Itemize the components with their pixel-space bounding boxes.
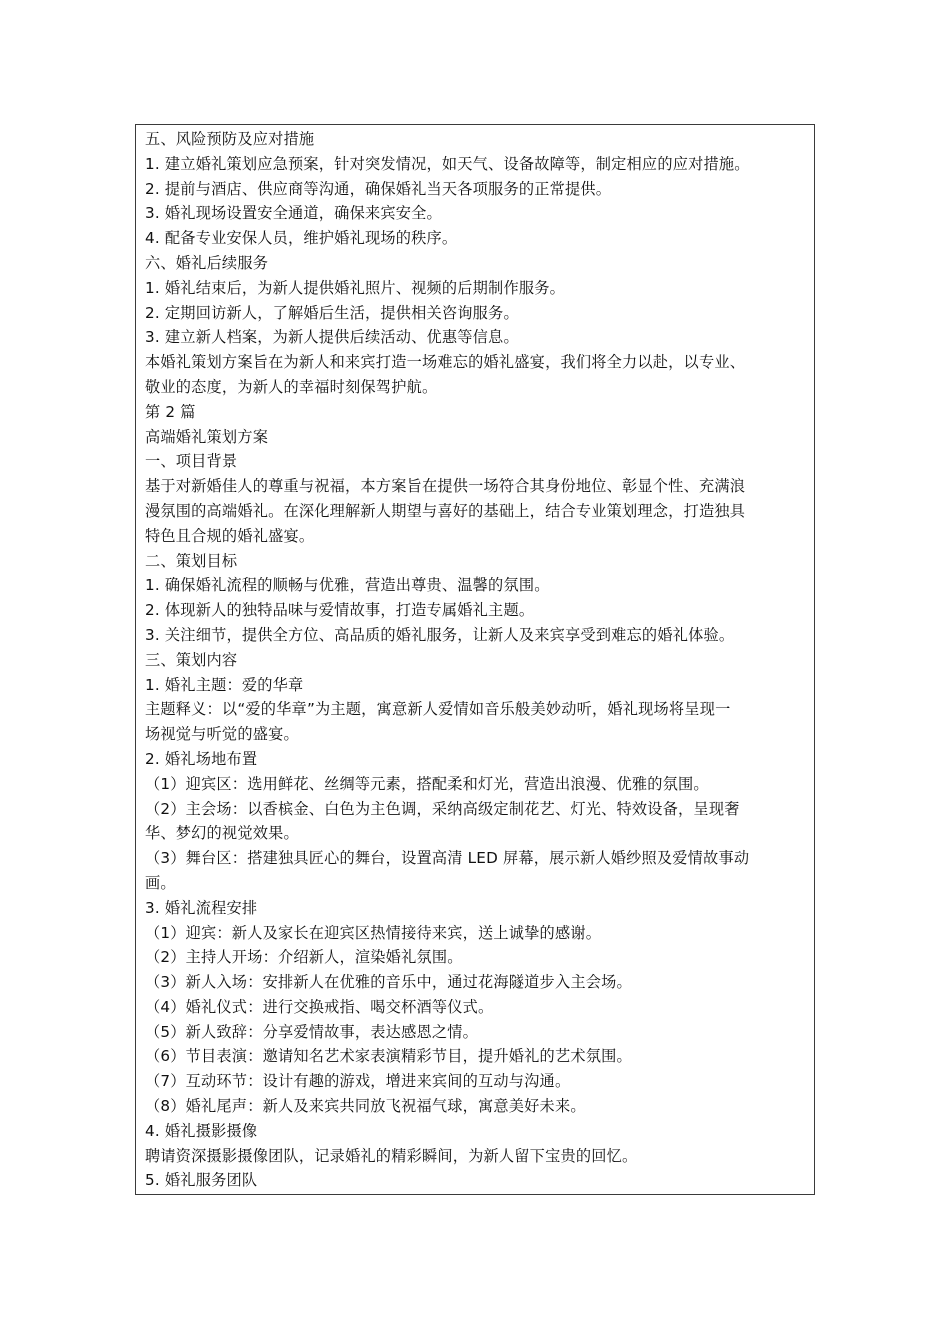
text-line: 漫氛围的高端婚礼。在深化理解新人期望与喜好的基础上，结合专业策划理念，打造独具: [145, 501, 746, 520]
text-line: 高端婚礼策划方案: [145, 427, 269, 446]
text-line: 华、梦幻的视觉效果。: [145, 824, 299, 843]
document-body: [145, 127, 813, 1193]
text-line: 4. 婚礼摄影摄像: [145, 1121, 258, 1140]
text-line: 1. 婚礼主题：爱的华章: [145, 675, 304, 694]
text-line: 2. 体现新人的独特品味与爱情故事，打造专属婚礼主题。: [145, 601, 535, 620]
text-line: 1. 建立婚礼策划应急预案，针对突发情况，如天气、设备故障等，制定相应的应对措施。: [145, 154, 750, 173]
text-line: 3. 关注细节，提供全方位、高品质的婚礼服务，让新人及来宾享受到难忘的婚礼体验。: [145, 625, 735, 644]
text-line: （7）互动环节：设计有趣的游戏，增进来宾间的互动与沟通。: [145, 1072, 571, 1091]
text-line: 聘请资深摄影摄像团队，记录婚礼的精彩瞬间，为新人留下宝贵的回忆。: [145, 1146, 638, 1165]
text-line: 主题释义：以“爱的华章”为主题，寓意新人爱情如音乐般美妙动听，婚礼现场将呈现一: [145, 700, 731, 719]
text-line: （6）节目表演：邀请知名艺术家表演精彩节目，提升婚礼的艺术氛围。: [145, 1047, 632, 1066]
text-line: 本婚礼策划方案旨在为新人和来宾打造一场难忘的婚礼盛宴，我们将全力以赴，以专业、: [145, 353, 746, 372]
text-line: 2. 提前与酒店、供应商等沟通，确保婚礼当天各项服务的正常提供。: [145, 179, 612, 198]
text-line: 1. 确保婚礼流程的顺畅与优雅，营造出尊贵、温馨的氛围。: [145, 576, 550, 595]
text-line: 基于对新婚佳人的尊重与祝福，本方案旨在提供一场符合其身份地位、彰显个性、充满浪: [145, 477, 746, 496]
text-line: 3. 建立新人档案，为新人提供后续活动、优惠等信息。: [145, 328, 519, 347]
text-line: 三、策划内容: [145, 650, 238, 669]
text-line: 六、婚礼后续服务: [145, 253, 269, 272]
text-line: 场视觉与听觉的盛宴。: [145, 725, 299, 744]
text-line: 4. 配备专业安保人员，维护婚礼现场的秩序。: [145, 229, 458, 248]
text-line: 3. 婚礼现场设置安全通道，确保来宾安全。: [145, 204, 442, 223]
text-line: （3）新人入场：安排新人在优雅的音乐中，通过花海隧道步入主会场。: [145, 973, 632, 992]
text-line: （4）婚礼仪式：进行交换戒指、喝交杯酒等仪式。: [145, 997, 494, 1016]
text-line: 特色且合规的婚礼盛宴。: [145, 526, 315, 545]
text-line: 一、项目背景: [145, 452, 238, 471]
text-line: 五、风险预防及应对措施: [145, 130, 315, 148]
text-line: 二、策划目标: [145, 551, 238, 570]
text-line: 2. 定期回访新人，了解婚后生活，提供相关咨询服务。: [145, 303, 519, 322]
text-line: （3）舞台区：搭建独具匠心的舞台，设置高清 LED 屏幕，展示新人婚纱照及爱情故事动: [145, 849, 750, 868]
text-line: （2）主会场：以香槟金、白色为主色调，采纳高级定制花艺、灯光、特效设备，呈现奢: [145, 799, 740, 818]
text-line: （5）新人致辞：分享爱情故事，表达感恩之情。: [145, 1022, 479, 1041]
text-line: 敬业的态度，为新人的幸福时刻保驾护航。: [145, 377, 438, 396]
text-line: 第 2 篇: [145, 402, 196, 421]
text-line: （2）主持人开场：介绍新人，渲染婚礼氛围。: [145, 948, 463, 967]
text-line: 3. 婚礼流程安排: [145, 898, 258, 917]
text-line: 2. 婚礼场地布置: [145, 749, 258, 768]
text-line: 5. 婚礼服务团队: [145, 1171, 258, 1190]
text-line: 画。: [145, 873, 176, 892]
text-line: （1）迎宾区：选用鲜花、丝绸等元素，搭配柔和灯光，营造出浪漫、优雅的氛围。: [145, 774, 709, 793]
text-line: （8）婚礼尾声：新人及来宾共同放飞祝福气球，寓意美好未来。: [145, 1097, 586, 1116]
text-line: 1. 婚礼结束后，为新人提供婚礼照片、视频的后期制作服务。: [145, 278, 565, 297]
text-line: （1）迎宾：新人及家长在迎宾区热情接待来宾，送上诚挚的感谢。: [145, 923, 602, 942]
